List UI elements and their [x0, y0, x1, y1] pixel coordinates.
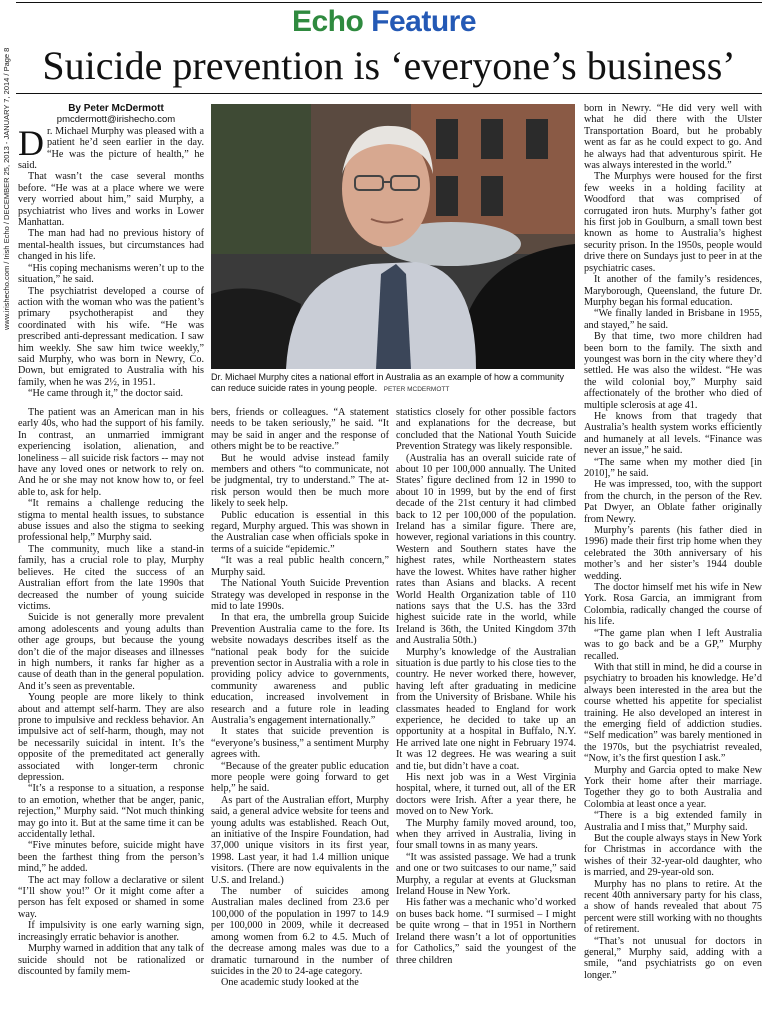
paragraph: The Murphy family moved around, too, when they arrived in Australia, living in four small towns in as many years. [396, 817, 576, 852]
portrait-illustration [211, 104, 575, 369]
headline: Suicide prevention is ‘everyone’s business’ [16, 43, 762, 94]
paragraph: born in Newry. “He did very well with what he did there with the Ulster Transportation Board, but he probably went as far as he could expect to go. And he always had that adventurous spirit. He was always interested in the world.” [584, 103, 762, 172]
paragraph: “Because of the greater public education more people were going forward to get help,” he said. [211, 760, 389, 795]
column-1-lower [18, 407, 204, 977]
paragraph: “It was a real public health concern,” Murphy said. [211, 555, 389, 578]
paragraph: But the couple always stays in New York for Christmas in accordance with the wishes of their 32-year-old daughter, who is married, and 29-year-old son. [584, 833, 762, 879]
page-sidebar [0, 0, 14, 1024]
paragraph: But he would advise instead family members and others “to communicate, not be judgmental, try to understand.” The at-risk person would then be much more likely to seek help. [211, 452, 389, 510]
paragraph: It another of the family’s residences, Maryborough, Queensland, the future Dr. Murphy began his formal education. [584, 274, 762, 308]
paragraph: Murphy’s knowledge of the Australian situation is due partly to his close ties to the country. He never worked there, however, having left after graduating in medicine from the University of Brisbane. While his classmates headed to England for work experience, he decided to take up an opportunity at a hospital in Buffalo, N.Y. He arrived late one night in February 1974. It was 12 degrees. He was wearing a suit and tie, but didn’t have a coat. [396, 646, 576, 772]
paragraph: With that still in mind, he did a course in psychiatry to broaden his knowledge. He’d always been interested in the area but the course whetted his appetite for specialist training. He also developed an interest in the emerging field of addiction studies. “Self medication” was barely mentioned in the 1970s, but the psychiatrist revealed, “Now, it’s the first question I ask.” [584, 661, 762, 765]
paragraph: The act may follow a declarative or silent “I’ll show you!” Or it might come after a person has felt exposed or shamed in some way. [18, 874, 204, 920]
paragraph: He was impressed, too, with the support from the church, in the person of the Rev. Pat Dwyer, an Oblate father originally from Newry. [584, 479, 762, 525]
paragraph: His father was a mechanic who’d worked on buses back home. “I surmised – I might be quite wrong – that in 1951 in Northern Ireland there wasn’t a lot of opportunities for Catholics,” said the youngest of the three children [396, 897, 576, 966]
paragraph: One academic study looked at the [221, 977, 359, 989]
paragraph: “He came through it,” the doctor said. [28, 388, 184, 400]
paragraph: “His coping mechanisms weren’t up to the situation,” he said. [18, 262, 204, 286]
paragraph: By that time, two more children had been born to the family. The sixth and youngest was born in the city where they’d settled. He was also the wildest. “He was the wild colonial boy,” Murphy said affectionately of the brother who died of multiple sclerosis at age 41. [584, 331, 762, 411]
column-1 [18, 103, 204, 400]
paragraph: Murphy has no plans to retire. At the recent 40th anniversary party for his class, a show of hands revealed that about 75 percent were still working with no thoughts of retirement. [584, 878, 762, 936]
banner-echo: Echo [291, 5, 364, 38]
paragraph: The patient was an American man in his early 40s, who had the support of his family. In contrast, an unmarried immigrant experiencing isolation, alienation, and loneliness – all suicide risk factors -- may not have any loved ones or network to rely on. And he or she may not know how to, or feel able to, ask for help. [18, 407, 204, 498]
column-3 [396, 407, 576, 966]
paragraph: “It was assisted passage. We had a trunk and one or two suitcases to our name,” said Murphy, a regular at events at Glucksman Ireland House in New York. [396, 851, 576, 898]
paragraph: He knows from that tragedy that Australia’s health system works efficiently and humanely at all levels. “Finance was never an issue,” he said. [584, 410, 762, 457]
paragraph: Young people are more likely to think about and attempt self-harm. They are also prone to impulsive and reckless behavior. An impulsive act of self-harm, though, may not be necessarily suicidal in intent. It’s the opposite of the premeditated act generally associated with longer-term chronic depression. [18, 692, 204, 783]
paragraph: “It’s a response to a situation, a response to an emotion, whether that be anger, panic, rejection,” Murphy said. “Not much thinking may go into it. But at the same time it can be accidentally lethal. [18, 783, 204, 841]
paragraph: The man had had no previous history of mental-health issues, but circumstances had changed in his life. [18, 228, 204, 263]
paragraph: If impulsivity is one early warning sign, increasingly erratic behavior is another. [18, 920, 204, 943]
paragraph: The doctor himself met his wife in New York. Rosa Garcia, an immigrant from Colombia, radically changed the course of his life. [584, 582, 762, 628]
photo-credit: PETER MCDERMOTT [383, 386, 450, 393]
drop-cap: D [18, 122, 44, 163]
paragraph: The National Youth Suicide Prevention Strategy was developed in response in the mid to late 1990s. [211, 578, 389, 612]
column-4 [584, 103, 762, 981]
paragraph: “The same when my mother died [in 2010],” he said. [584, 456, 762, 479]
paragraph: bers, friends or colleagues. “A statement needs to be taken seriously,” he said. “It may be said in anger and the response of others might be to be reactive.” [211, 407, 389, 453]
paragraph: The number of suicides among Australian males declined from 23.6 per 100,000 of the population in 1997 to 14.9 per 100,000 in 2009, while it decreased among women from 6.2 to 4.5. Much of the decrease among males was due to a dramatic turnaround in the number of suicides in the 20 to 24-age category. [211, 886, 389, 977]
paragraph: The community, much like a stand-in family, has a crucial role to play, Murphy believes. He cited the success of an Australian effort from the late 1990s that decreased the number of young suicide victims. [18, 543, 204, 612]
paragraph: “It remains a challenge reducing the stigma to mental health issues, to substance abuse issues and also the stigma to seeking professional help,” Murphy said. [18, 498, 204, 544]
paragraph: It states that suicide prevention is “everyone’s business,” a sentiment Murphy agrees with. [211, 726, 389, 761]
paragraph: Dr. Michael Murphy was pleased with a patient he’d seen earlier in the day. “He was the picture of health,” he said. [18, 122, 204, 172]
caption-text: Dr. Michael Murphy cites a national effort in Australia as an example of how a community can reduce suicide rates in young people. [211, 372, 565, 393]
paragraph: “Five minutes before, suicide might have been the farthest thing from the person’s mind,” he added. [18, 840, 204, 875]
paragraph: His next job was in a West Virginia hospital, where, it turned out, all of the ER doctors were Irish. After a year there, he moved on to New York. [396, 772, 576, 818]
paragraph: “The game plan when I left Australia was to go back and be a GP,” Murphy recalled. [584, 627, 762, 662]
paragraph: (Australia has an overall suicide rate of about 10 per 100,000 annually. The United States’ figure declined from 12 in 1990 to about 10 in 1999, but by the end of first decade of the 21st century it had climbed back to 12 per 100,000 of the population. Ireland has a similar figure. There are, however, regional variations in this country. Western and Southern states have the highest rates, while Northeastern states have the lowest. Whites have rather higher rates than Asians and blacks. A recent World Health Organization table of 110 nations says that the U.S. has the 33rd highest suicide rate in the world, while Ireland is 36th, the United Kingdom 37th and Australia 50th.) [396, 452, 576, 647]
banner-feature: Feature [371, 5, 477, 38]
paragraph: statistics closely for other possible factors and explanations for the decrease, but concluded that the National Youth Suicide Prevention Strategy was likely responsible. [396, 407, 576, 453]
column-2 [211, 407, 389, 989]
section-banner [0, 2, 768, 42]
paragraph: The Murphys were housed for the first few weeks in a holding facility at Woodford that was comprised of corrugated iron huts. Murphy’s father got his first job in Goulburn, a small town best known as home to Australia’s highest security prison. In the 1950s, people would drive there on Sundays just to peer in at the psychiatric cases. [584, 171, 762, 274]
paragraph: Murphy warned in addition that any talk of suicide should not be rationalized or discounted by family mem- [18, 943, 204, 977]
paragraph: “We finally landed in Brisbane in 1955, and stayed,” he said. [584, 308, 762, 331]
paragraph: Murphy and Garcia opted to make New York their home after their marriage. Together they go to both Australia and Colombia at least once a year. [584, 764, 762, 810]
sidebar-folio: www.irishecho.com / Irish Echo / DECEMBER 25, 2013 - JANUARY 7, 2014 / Page 8 [2, 47, 11, 330]
paragraph: In that era, the umbrella group Suicide Prevention Australia came to the fore. Its website nowadays describes itself as the “national peak body for the suicide prevention sector in Australia with a role in providing policy advice to governments, community awareness and public education, increased involvement in research and a future role in leading Australia’s engagement internationally.” [211, 612, 389, 726]
portrait-photo [211, 104, 575, 369]
author-email: pmcdermott@irishecho.com [56, 114, 176, 126]
paragraph: “There is a big extended family in Australia and I miss that,” Murphy said. [584, 810, 762, 833]
paragraph: Suicide is not generally more prevalent among adolescents and young adults than other age groups, but because the young don’t die of the major diseases and illnesses in high numbers, it ranks far higher as a cause of death than in the general population. And it’s seen as preventable. [18, 612, 204, 692]
paragraph: “That’s not unusual for doctors in general,” Murphy said, adding with a smile, “and psychiatrists go on even longer.” [584, 935, 762, 981]
paragraph: The psychiatrist developed a course of action with the woman who was the patient’s primary psychotherapist and they coordinated with his wife. “He was prescribed anti-depressant medication. I saw him weekly. She saw him twice weekly,” said Murphy, who was born in Newry, Co. Down, but emigrated to Australia with his family, when he was 2½, in 1951. [18, 285, 204, 388]
photo-caption [211, 372, 575, 395]
paragraph: Murphy’s parents (his father died in 1996) made their first trip home when they celebrated the 30th anniversary of his mother’s and her sister’s 1944 double wedding. [584, 525, 762, 582]
paragraph: That wasn’t the case several months before. “He was at a place where we were very worried about him,” said Murphy, a psychiatrist who lives and works in Lower Manhattan. [18, 171, 204, 229]
paragraph: Public education is essential in this regard, Murphy argued. This was shown in the Australian case when officials spoke in terms of a suicide “epidemic.” [211, 509, 389, 555]
paragraph: As part of the Australian effort, Murphy said, a general advice website for teens and young adults was established. Reach Out, an initiative of the Inspire Foundation, had 37,000 unique visitors in its first year, 1998. Last year, it had 1.4 million unique visitors. (There are now equivalents in the U.S. and Ireland.) [211, 794, 389, 886]
byline: By Peter McDermott [68, 103, 164, 114]
